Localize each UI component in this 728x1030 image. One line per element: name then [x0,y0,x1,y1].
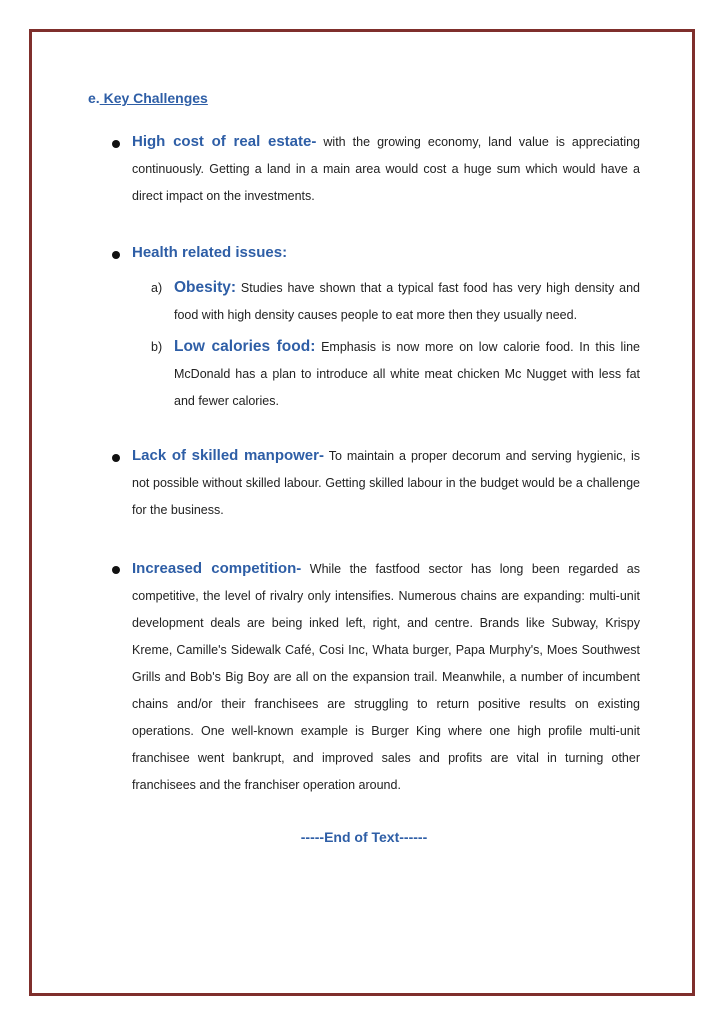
sub-marker: b) [151,340,163,354]
sub-marker: a) [151,281,163,295]
sub-text: Studies have shown that a typical fast food has very high density and food with high density causes people to eat more then they usually need. [174,281,640,322]
section-letter: e. [88,90,100,106]
section-title: Key Challenges [99,90,208,106]
bullet-icon [112,566,120,574]
bullet-lead: Increased competition- [132,560,302,577]
sub-lead: Obesity: [174,279,237,296]
section-heading [88,90,208,106]
bullet-lead: High cost of real estate- [132,133,317,150]
bullet-competition [132,555,640,799]
bullet-icon [112,251,120,259]
bullet-lead: Health related issues: [132,244,288,261]
bullet-icon [112,454,120,462]
sub-text: Emphasis is now more on low calorie food. In this line McDonald has a plan to introduce all white meat chicken Mc Nugget with less fat and fewer calories. [174,340,641,408]
bullet-lead: Lack of skilled manpower- [132,447,324,464]
sub-item-obesity [174,274,640,329]
end-of-text: -----End of Text------ [300,829,428,845]
bullet-manpower [132,442,640,524]
bullet-health [132,239,640,267]
bullet-real-estate [132,128,640,210]
bullet-icon [112,140,120,148]
bullet-text: To maintain a proper decorum and serving hygienic, is not possible without skilled labour. Getting skilled labour in the budget would be a challenge for the business. [132,449,640,517]
bullet-text: with the growing economy, land value is appreciating continuously. Getting a land in a main area would cost a huge sum which would have a direct impact on the investments. [132,135,641,203]
sub-lead: Low calories food: [174,338,316,355]
sub-item-low-calories [174,333,640,415]
bullet-text: While the fastfood sector has long been regarded as competitive, the level of rivalry only intensifies. Numerous chains are expanding: multi-unit development deals are being inked left, right, and centre. Brands like Subway, Krispy Kreme, Camille's Sidewalk Café, Cosi Inc, Whata burger, Papa Murphy's, Moes Southwest Grills and Bob's Big Boy are all on the expansion trail. Meanwhile, a number of incumbent chains and/or their franchisees are struggling to return positive results on existing operations. One well-known example is Burger King where one high profile multi-unit franchisee went bankrupt, and improved sales and profits are vital in turning other franchisees and the franchiser operation around. [132,562,640,792]
